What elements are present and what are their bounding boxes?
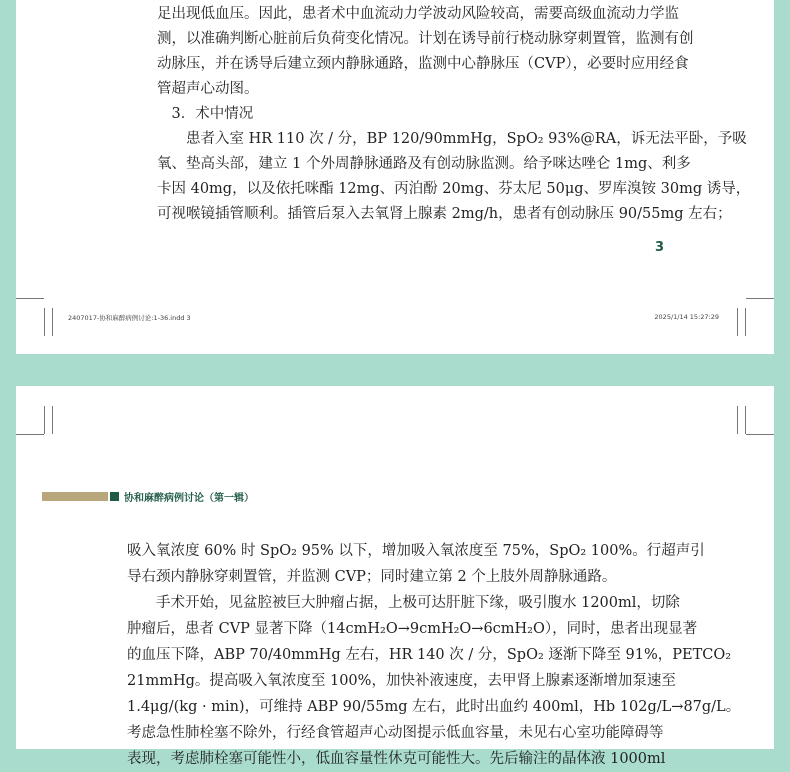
book-page-top: [16, 0, 774, 354]
text-line: 可视喉镜插管顺利。插管后泵入去氧肾上腺素 2mg/h，患者有创动脉压 90/55mg 左右；: [157, 206, 732, 222]
text-line: 导右颈内静脉穿刺置管，并监测 CVP；同时建立第 2 个上肢外周静脉通路。: [127, 569, 617, 585]
print-slug-file: 2407017-协和麻醉病例讨论:1-36.indd 3: [68, 314, 191, 322]
crop-mark: [16, 298, 44, 299]
crop-mark: [737, 406, 738, 434]
text-line: 动脉压，并在诱导后建立颈内静脉通路，监测中心静脉压（CVP），必要时应用经食: [157, 56, 689, 72]
text-line: 足出现低血压。因此，患者术中血流动力学波动风险较高，需要高级血流动力学监: [157, 6, 679, 22]
crop-mark: [52, 308, 53, 336]
running-head: [42, 489, 254, 504]
crop-mark: [52, 406, 53, 434]
text-line: 管超声心动图。: [157, 81, 259, 97]
running-head-square: [110, 492, 119, 501]
text-line: 测，以准确判断心脏前后负荷变化情况。计划在诱导前行桡动脉穿刺置管，监测有创: [157, 31, 694, 47]
crop-mark: [746, 298, 774, 299]
text-line: 肿瘤后，患者 CVP 显著下降（14cmH₂O→9cmH₂O→6cmH₂O），同时，患者出现显著: [127, 621, 698, 637]
body-text: [157, 2, 750, 227]
crop-mark: [44, 308, 45, 336]
crop-mark: [44, 406, 45, 434]
page-number: 3: [654, 240, 664, 255]
text-line: 考虑急性肺栓塞不除外，行经食管超声心动图提示低血容量，未见右心室功能障碍等: [127, 725, 664, 741]
crop-mark: [16, 434, 44, 435]
text-line: 患者入室 HR 110 次 / 分，BP 120/90mmHg，SpO₂ 93%@RA，诉无法平卧，予吸: [157, 131, 747, 147]
text-line: 表现，考虑肺栓塞可能性小，低血容量性休克可能性大。先后输注的晶体液 1000ml: [127, 751, 666, 767]
section-heading: 3．术中情况: [157, 106, 254, 122]
crop-mark: [745, 406, 746, 434]
crop-mark: [746, 434, 774, 435]
text-line: 氧、垫高头部，建立 1 个外周静脉通路及有创动脉监测。给予咪达唑仑 1mg、利多: [157, 156, 691, 172]
print-slug-date: 2025/1/14 15:27:29: [654, 313, 719, 321]
running-head-title: 协和麻醉病例讨论（第一辑）: [124, 493, 254, 504]
text-line: 手术开始，见盆腔被巨大肿瘤占据，上极可达肝脏下缘，吸引腹水 1200ml，切除: [127, 595, 680, 611]
crop-mark: [745, 308, 746, 336]
text-line: 21mmHg。提高吸入氧浓度至 100%，加快补液速度，去甲肾上腺素逐渐增加泵速至: [127, 673, 676, 689]
text-line: 卡因 40mg，以及依托咪酯 12mg、丙泊酚 20mg、芬太尼 50μg、罗库溴铵 30mg 诱导，: [157, 181, 751, 197]
text-line: 1.4μg/(kg · min)，可维持 ABP 90/55mg 左右，此时出血约 400ml，Hb 102g/L→87g/L。: [127, 699, 741, 715]
book-page-bottom: [16, 386, 774, 767]
crop-mark: [737, 308, 738, 336]
text-line: 的血压下降，ABP 70/40mmHg 左右，HR 140 次 / 分，SpO₂ 逐渐下降至 91%，PETCO₂: [127, 647, 732, 663]
text-line: 吸入氧浓度 60% 时 SpO₂ 95% 以下，增加吸入氧浓度至 75%，SpO₂ 100%。行超声引: [127, 543, 705, 559]
running-head-bar: [42, 492, 108, 501]
body-text: [127, 538, 740, 772]
